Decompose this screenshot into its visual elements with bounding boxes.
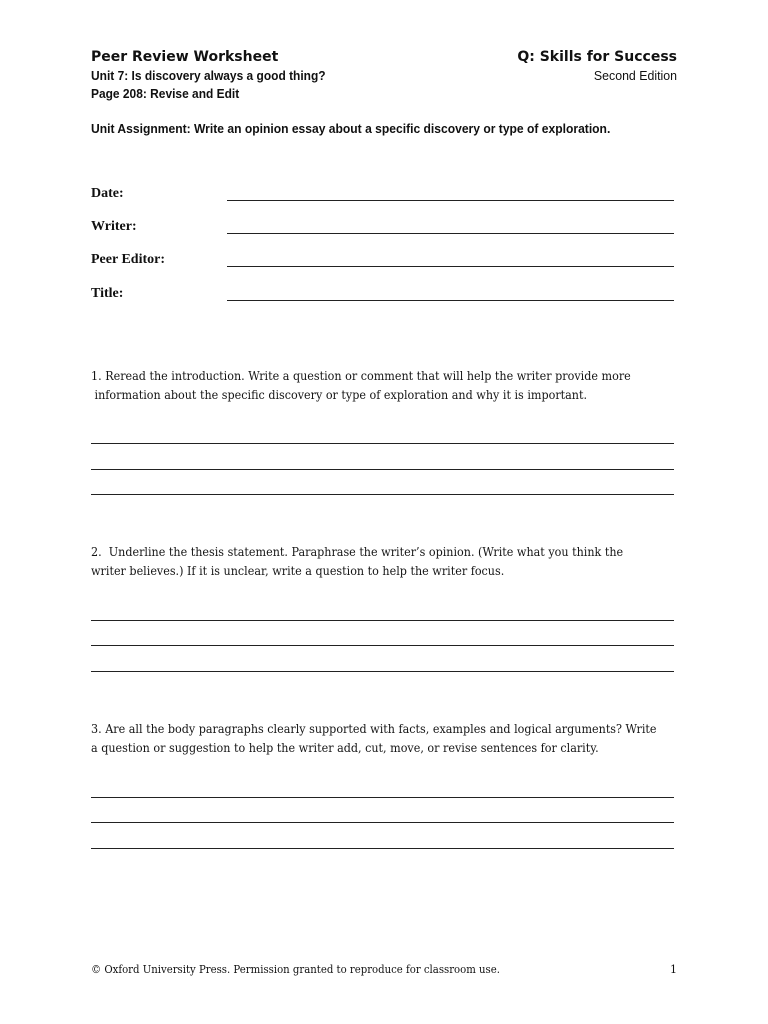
answer-3-line-2[interactable] <box>91 822 674 823</box>
answer-3-line-1[interactable] <box>91 797 674 798</box>
question-1-line-1: 1. Reread the introduction. Write a question or comment that will help the writer provide more <box>91 369 631 383</box>
answer-2-line-1[interactable] <box>91 620 674 621</box>
peer-editor-field[interactable] <box>91 251 674 271</box>
answer-3-line-3[interactable] <box>91 848 674 849</box>
answer-1-line-3[interactable] <box>91 494 674 495</box>
question-3 <box>91 720 657 758</box>
title-label: Title: <box>91 286 124 301</box>
series-title: Q: Skills for Success <box>517 49 677 65</box>
page-number: 1 <box>670 963 677 976</box>
answer-2-line-2[interactable] <box>91 645 674 646</box>
edition-label: Second Edition <box>593 68 677 83</box>
copyright-notice: © Oxford University Press. Permission granted to reproduce for classroom use. <box>91 963 500 976</box>
unit-assignment: Unit Assignment: Write an opinion essay about a specific discovery or type of exploration. <box>91 121 611 136</box>
document-title: Peer Review Worksheet <box>91 49 279 65</box>
question-2-line-2: writer believes.) If it is unclear, write a question to help the writer focus. <box>91 564 505 578</box>
question-3-line-2: a question or suggestion to help the writer add, cut, move, or revise sentences for clarity. <box>91 741 599 755</box>
question-1 <box>91 367 640 405</box>
question-1-line-2: information about the specific discovery or type of exploration and why it is important. <box>91 388 588 402</box>
date-line[interactable] <box>227 200 674 201</box>
title-line[interactable] <box>227 300 674 301</box>
unit-line: Unit 7: Is discovery always a good thing? <box>91 68 326 83</box>
title-field[interactable] <box>91 285 674 305</box>
peer-editor-label: Peer Editor: <box>91 252 165 267</box>
date-label: Date: <box>91 186 124 201</box>
writer-label: Writer: <box>91 219 137 234</box>
header-right <box>417 48 677 85</box>
answer-1-line-2[interactable] <box>91 469 674 470</box>
answer-2-line-3[interactable] <box>91 671 674 672</box>
date-field[interactable] <box>91 185 674 205</box>
writer-line[interactable] <box>227 233 674 234</box>
question-2-line-1: 2. Underline the thesis statement. Paraphrase the writer’s opinion. (Write what you think the <box>91 545 624 559</box>
question-2 <box>91 543 640 581</box>
peer-editor-line[interactable] <box>227 266 674 267</box>
question-3-line-1: 3. Are all the body paragraphs clearly supported with facts, examples and logical arguments? Write <box>91 722 657 736</box>
answer-1-line-1[interactable] <box>91 443 674 444</box>
writer-field[interactable] <box>91 218 674 238</box>
page-reference: Page 208: Revise and Edit <box>91 86 240 101</box>
